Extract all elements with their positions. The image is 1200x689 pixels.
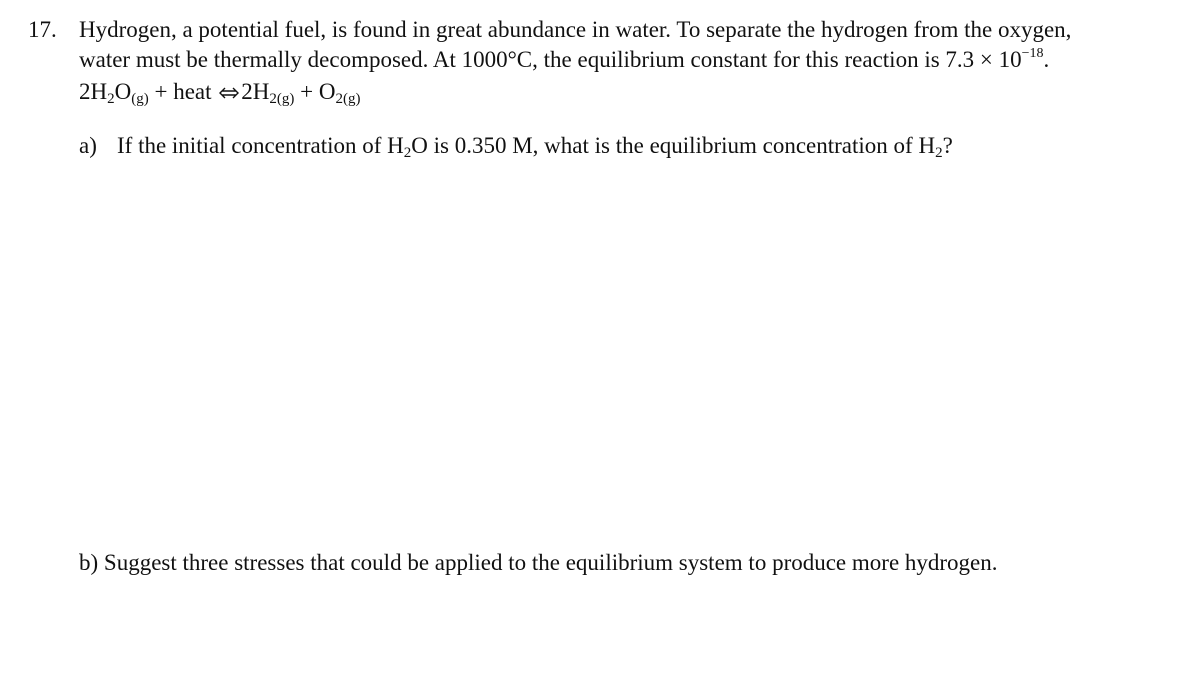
- equilibrium-constant-exponent: −18: [1021, 46, 1044, 61]
- reactant-state: (g): [131, 91, 149, 107]
- part-b-answer-space: [79, 585, 1079, 685]
- part-a-text-2: O is 0.350 M, what is the equilibrium concentration of H: [411, 133, 936, 158]
- part-a-text-1: If the initial concentration of H: [117, 133, 404, 158]
- intro-line-2-period: .: [1043, 47, 1050, 72]
- product-oxygen: O: [318, 79, 336, 104]
- plus-heat: + heat: [148, 79, 218, 104]
- part-a-question: [79, 132, 953, 160]
- reactant-coefficient: 2: [79, 79, 91, 104]
- product-oxygen-subscript: 2(g): [335, 91, 361, 107]
- product-hydrogen: 2H: [241, 79, 270, 104]
- part-a-water-subscript: 2: [403, 145, 412, 161]
- reactant-oxygen: O: [114, 79, 132, 104]
- reactant-hydrogen-subscript: 2: [107, 91, 115, 107]
- intro-line-2-text: water must be thermally decomposed. At 1000°C, the equilibrium constant for this reaction is 7.3 × 10: [79, 47, 1022, 72]
- part-a-label: a): [79, 133, 97, 158]
- reaction-equation: [79, 78, 361, 106]
- question-number: 17.: [28, 17, 57, 42]
- part-a-answer-space: [79, 170, 1079, 530]
- part-a-hydrogen-subscript: 2: [935, 145, 943, 161]
- question-intro-line-1: Hydrogen, a potential fuel, is found in great abundance in water. To separate the hydrogen from the oxygen,: [79, 17, 1072, 42]
- product-hydrogen-subscript: 2(g): [269, 91, 295, 107]
- equilibrium-arrow-icon: [219, 86, 239, 100]
- reactant-hydrogen: H: [90, 79, 108, 104]
- question-intro-line-2: [79, 46, 1049, 74]
- part-b-question: b) Suggest three stresses that could be applied to the equilibrium system to produce more hydrogen.: [79, 550, 998, 575]
- part-a-text-end: ?: [942, 133, 953, 158]
- plus-sign: +: [294, 79, 319, 104]
